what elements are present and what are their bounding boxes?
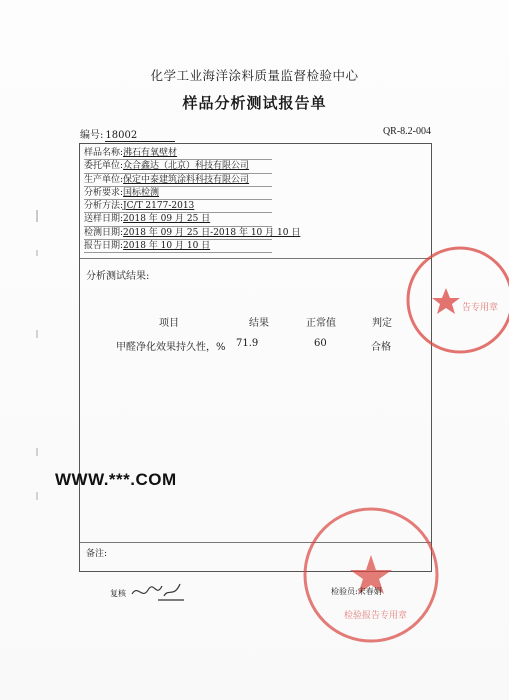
sample-info <box>84 147 431 253</box>
remark-label: 备注: <box>86 549 108 559</box>
info-row-report-date: 报告日期:2018 年 10 月 10 日 <box>84 240 272 253</box>
report-number <box>80 126 175 142</box>
report-title: 样品分析测试报告单 <box>182 94 327 112</box>
report-number-label: 编号: <box>80 130 104 141</box>
organization-name: 化学工业海洋涂料质量监督检验中心 <box>150 68 359 83</box>
results-heading: 分析测试结果: <box>86 271 150 282</box>
inspection-seal <box>296 500 446 650</box>
column-header-normal: 正常值 <box>306 318 336 329</box>
inspector <box>331 586 382 597</box>
column-header-item: 项目 <box>159 318 179 329</box>
result-value: 71.9 <box>236 338 259 349</box>
code-row <box>80 126 431 140</box>
form-number: QR-8.2-004 <box>382 126 431 137</box>
svg-text:检验报告专用章: 检验报告专用章 <box>344 611 408 621</box>
watermark-text: WWW.***.COM <box>55 470 177 489</box>
binding-marks <box>33 210 45 510</box>
result-normal: 60 <box>314 338 327 349</box>
result-item: 甲醛净化效果持久性，% <box>116 342 226 353</box>
info-row-manufacturer: 生产单位:保定中泰建筑涂料科技有限公司 <box>84 174 272 187</box>
info-row-test-date: 检测日期:2018 年 09 月 25 日-2018 年 10 月 10 日 <box>84 227 272 240</box>
inspector-name: 宋春娟 <box>357 587 382 596</box>
info-row-submit-date: 送样日期:2018 年 09 月 25 日 <box>84 213 272 226</box>
info-row-method: 分析方法:JC/T 2177-2013 <box>84 200 272 213</box>
info-row-requirement: 分析要求:国标检测 <box>84 187 272 200</box>
section-divider <box>80 258 431 259</box>
inspection-seal-partial <box>400 240 509 360</box>
column-header-result: 结果 <box>249 318 269 329</box>
info-row-sample-name: 样品名称:沸石有氧壁材 <box>84 147 272 160</box>
info-row-client: 委托单位:众合鑫达（北京）科技有限公司 <box>84 160 272 173</box>
report-number-value: 18002 <box>105 130 175 142</box>
reviewer-signature <box>128 578 188 604</box>
result-judgement: 合格 <box>371 342 391 353</box>
inspector-label: 检验员: <box>331 587 358 596</box>
column-header-judgement: 判定 <box>372 318 392 329</box>
reviewer-label: 复核 <box>110 589 126 598</box>
svg-text:告专用章: 告专用章 <box>462 303 499 313</box>
